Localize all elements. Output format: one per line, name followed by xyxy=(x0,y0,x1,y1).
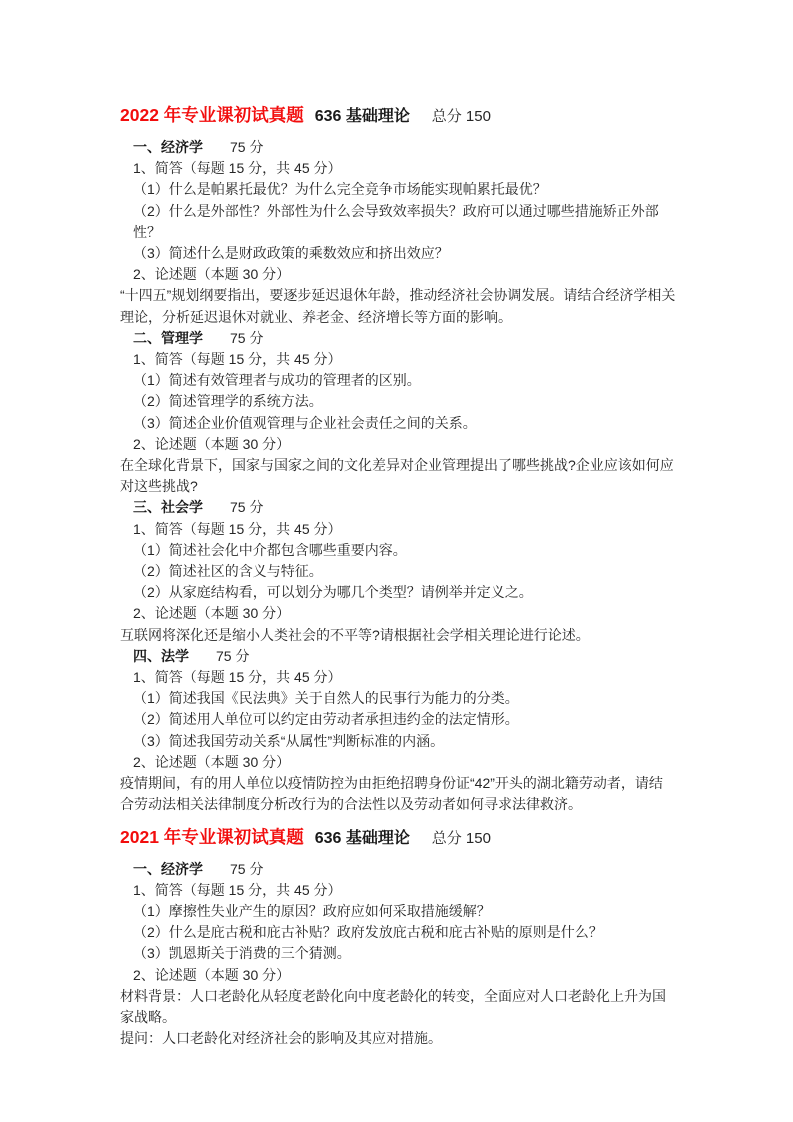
question-line: （2）简述用人单位可以约定由劳动者承担违约金的法定情形。 xyxy=(133,711,519,728)
section-heading xyxy=(120,859,676,880)
essay-paragraph: 疫情期间，有的用人单位以疫情防控为由拒绝招聘身份证“42”开头的湖北籍劳动者，请结合劳动法相关法律制度分析改行为的合法性以及劳动者如何寻求法律救济。 xyxy=(120,775,663,813)
question-line: 2、论述题（本题 30 分） xyxy=(133,753,291,770)
section-score: 75 分 xyxy=(230,499,264,516)
exam-course-label: 636 基础理论 xyxy=(314,108,410,125)
question-line: 1、简答（每题 15 分，共 45 分） xyxy=(133,351,342,368)
question-line: 1、简答（每题 15 分，共 45 分） xyxy=(133,520,342,537)
exam-year-label: 2022 年专业课初试真题 xyxy=(120,105,304,125)
exam-2022 xyxy=(120,103,676,816)
question-line: （3）简述什么是财政政策的乘数效应和挤出效应？ xyxy=(133,245,449,262)
section-heading xyxy=(120,137,676,158)
section-score: 75 分 xyxy=(230,860,264,877)
exam-total-score-label: 总分 150 xyxy=(431,829,491,847)
section-title: 三、社会学 xyxy=(133,499,203,516)
question-line: 2、论述题（本题 30 分） xyxy=(133,435,291,452)
essay-paragraph: 提问：人口老龄化对经济社会的影响及其应对措施。 xyxy=(120,1030,442,1047)
essay-paragraph: 在全球化背景下，国家与国家之间的文化差异对企业管理提出了哪些挑战?企业应该如何应对这些挑战? xyxy=(120,457,674,495)
question-line: （2）什么是庇古税和庇古补贴？政府发放庇古税和庇古补贴的原则是什么？ xyxy=(133,924,603,941)
exam-total-score-label: 总分 150 xyxy=(431,108,491,125)
question-line: （1）什么是帕累托最优？为什么完全竞争市场能实现帕累托最优？ xyxy=(133,181,547,198)
section-heading xyxy=(120,328,676,349)
question-line: （3）简述企业价值观管理与企业社会责任之间的关系。 xyxy=(133,414,477,431)
section-heading xyxy=(120,497,676,518)
exam-course-label: 636 基础理论 xyxy=(314,829,410,847)
section-score: 75 分 xyxy=(216,647,250,664)
essay-paragraph: 互联网将深化还是缩小人类社会的不平等?请根据社会学相关理论进行论述。 xyxy=(120,626,590,643)
question-line: （1）摩擦性失业产生的原因？政府应如何采取措施缓解？ xyxy=(133,902,491,919)
question-line: （1）简述我国《民法典》关于自然人的民事行为能力的分类。 xyxy=(133,690,519,707)
essay-paragraph: “十四五”规划纲要指出，要逐步延迟退休年龄，推动经济社会协调发展。请结合经济学相关理论，分析延迟退休对就业、养老金、经济增长等方面的影响。 xyxy=(120,287,676,325)
question-line: 2、论述题（本题 30 分） xyxy=(133,966,291,983)
section-title: 四、法学 xyxy=(133,647,189,664)
section-title: 一、经济学 xyxy=(133,139,203,155)
essay-paragraph: 材料背景：人口老龄化从轻度老龄化向中度老龄化的转变，全面应对人口老龄化上升为国家战略。 xyxy=(120,987,666,1025)
question-line: （2）简述社区的含义与特征。 xyxy=(133,563,323,580)
exam-title xyxy=(120,825,676,851)
question-line: 2、论述题（本题 30 分） xyxy=(133,605,291,622)
question-line: （1）简述社会化中介都包含哪些重要内容。 xyxy=(133,541,407,558)
section-score: 75 分 xyxy=(230,139,264,155)
exam-year-label: 2021 年专业课初试真题 xyxy=(120,826,304,847)
question-line: 1、简答（每题 15 分，共 45 分） xyxy=(133,669,342,686)
question-line: 2、论述题（本题 30 分） xyxy=(133,266,291,283)
section-score: 75 分 xyxy=(230,329,264,346)
question-line: 1、简答（每题 15 分，共 45 分） xyxy=(133,881,342,898)
question-line: （3）凯恩斯关于消费的三个猜测。 xyxy=(133,945,351,962)
question-line: 1、简答（每题 15 分，共 45 分） xyxy=(133,160,342,177)
section-title: 一、经济学 xyxy=(133,860,203,877)
question-line: （2）从家庭结构看，可以划分为哪几个类型？请例举并定义之。 xyxy=(133,584,533,601)
question-line: （1）简述有效管理者与成功的管理者的区别。 xyxy=(133,372,421,389)
exam-2021 xyxy=(120,825,676,1050)
question-line: （2）什么是外部性？外部性为什么会导致效率损失？政府可以通过哪些措施矫正外部性？ xyxy=(133,202,659,240)
question-line: （3）简述我国劳动关系“从属性”判断标准的内涵。 xyxy=(133,732,445,749)
exam-title xyxy=(120,103,676,129)
section-title: 二、管理学 xyxy=(133,329,203,346)
section-heading xyxy=(120,646,676,667)
question-line: （2）简述管理学的系统方法。 xyxy=(133,393,323,410)
